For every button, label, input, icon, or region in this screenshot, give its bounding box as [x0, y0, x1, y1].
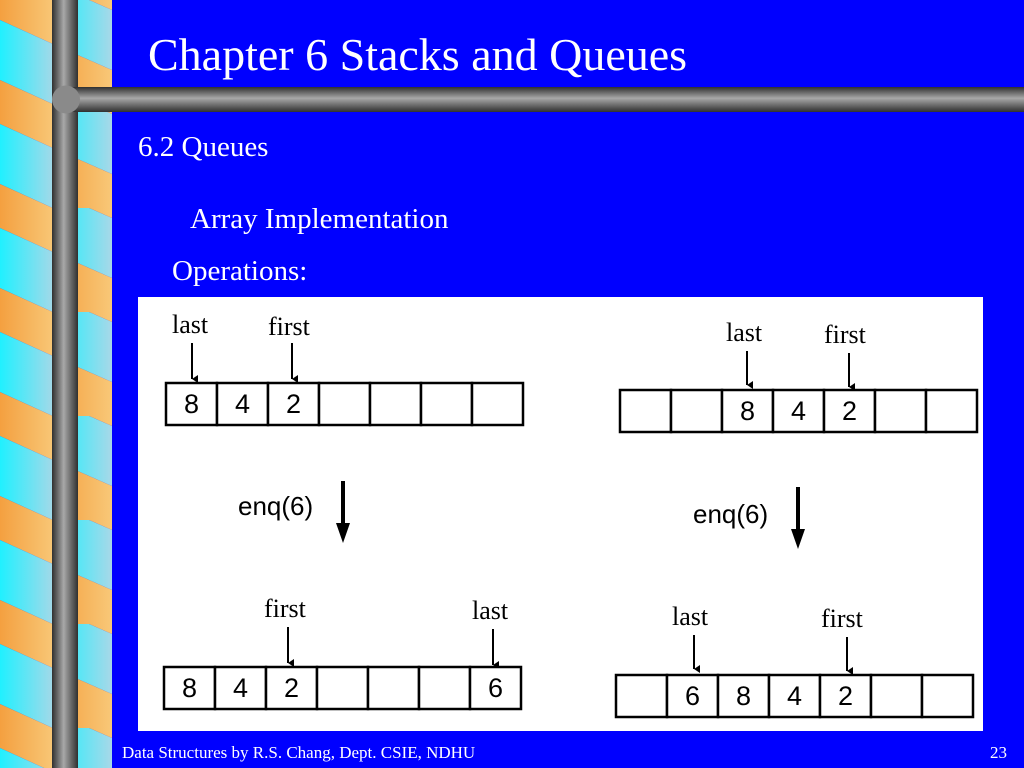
array-cell: [472, 383, 523, 425]
array-cell: [266, 667, 317, 709]
cell-value: 8: [181, 673, 198, 703]
array-cell: [268, 383, 319, 425]
down-arrow-icon: [336, 481, 350, 543]
array-cell: [166, 383, 217, 425]
array-cell: [421, 383, 472, 425]
section-heading: 6.2 Queues: [138, 131, 269, 163]
cell-value: 8: [735, 681, 752, 711]
example-left: [164, 310, 523, 709]
cell-value: 2: [283, 673, 300, 703]
cell-value: 8: [183, 389, 200, 419]
cell-value: 6: [487, 673, 504, 703]
array-cell: [470, 667, 521, 709]
first-label: first: [268, 312, 310, 341]
array-cell: [773, 390, 824, 432]
array-cell: [215, 667, 266, 709]
cell-value: 2: [837, 681, 854, 711]
last-label: last: [172, 310, 209, 339]
array-cell: [667, 675, 718, 717]
queue-array-before: [166, 383, 523, 425]
array-cell: [620, 390, 671, 432]
last-label: last: [472, 596, 509, 625]
array-cell: [319, 383, 370, 425]
queue-array-after: [164, 667, 521, 709]
operation-label: enq(6): [238, 491, 314, 521]
cell-value: 4: [790, 396, 807, 426]
array-cell: [820, 675, 871, 717]
first-label: first: [824, 320, 866, 349]
last-label: last: [672, 602, 709, 631]
array-cell: [718, 675, 769, 717]
array-cell: [370, 383, 421, 425]
array-cell: [616, 675, 667, 717]
slide-title: Chapter 6 Stacks and Queues: [148, 29, 688, 80]
array-cell: [164, 667, 215, 709]
first-label: first: [264, 594, 306, 623]
operation-label: enq(6): [693, 499, 769, 529]
cell-value: 4: [786, 681, 803, 711]
array-cell: [769, 675, 820, 717]
cell-value: 6: [684, 681, 701, 711]
cell-value: 4: [234, 389, 251, 419]
array-cell: [926, 390, 977, 432]
array-cell: [317, 667, 368, 709]
down-arrow-icon: [791, 487, 805, 549]
queue-array-before: [620, 390, 977, 432]
array-cell: [922, 675, 973, 717]
array-cell: [217, 383, 268, 425]
footer-credit: Data Structures by R.S. Chang, Dept. CSIE, NDHU: [122, 743, 476, 762]
example-right: [616, 318, 977, 717]
subheading: Array Implementation: [190, 203, 449, 235]
array-cell: [368, 667, 419, 709]
queue-array-after: [616, 675, 973, 717]
cell-value: 8: [739, 396, 756, 426]
array-cell: [875, 390, 926, 432]
array-cell: [824, 390, 875, 432]
array-cell: [722, 390, 773, 432]
first-label: first: [821, 604, 863, 633]
queue-diagram: [138, 297, 983, 731]
page-number: 23: [990, 743, 1007, 762]
array-cell: [871, 675, 922, 717]
array-cell: [671, 390, 722, 432]
cell-value: 2: [841, 396, 858, 426]
array-cell: [419, 667, 470, 709]
cell-value: 2: [285, 389, 302, 419]
last-label: last: [726, 318, 763, 347]
cell-value: 4: [232, 673, 249, 703]
operations-label: Operations:: [172, 255, 308, 287]
